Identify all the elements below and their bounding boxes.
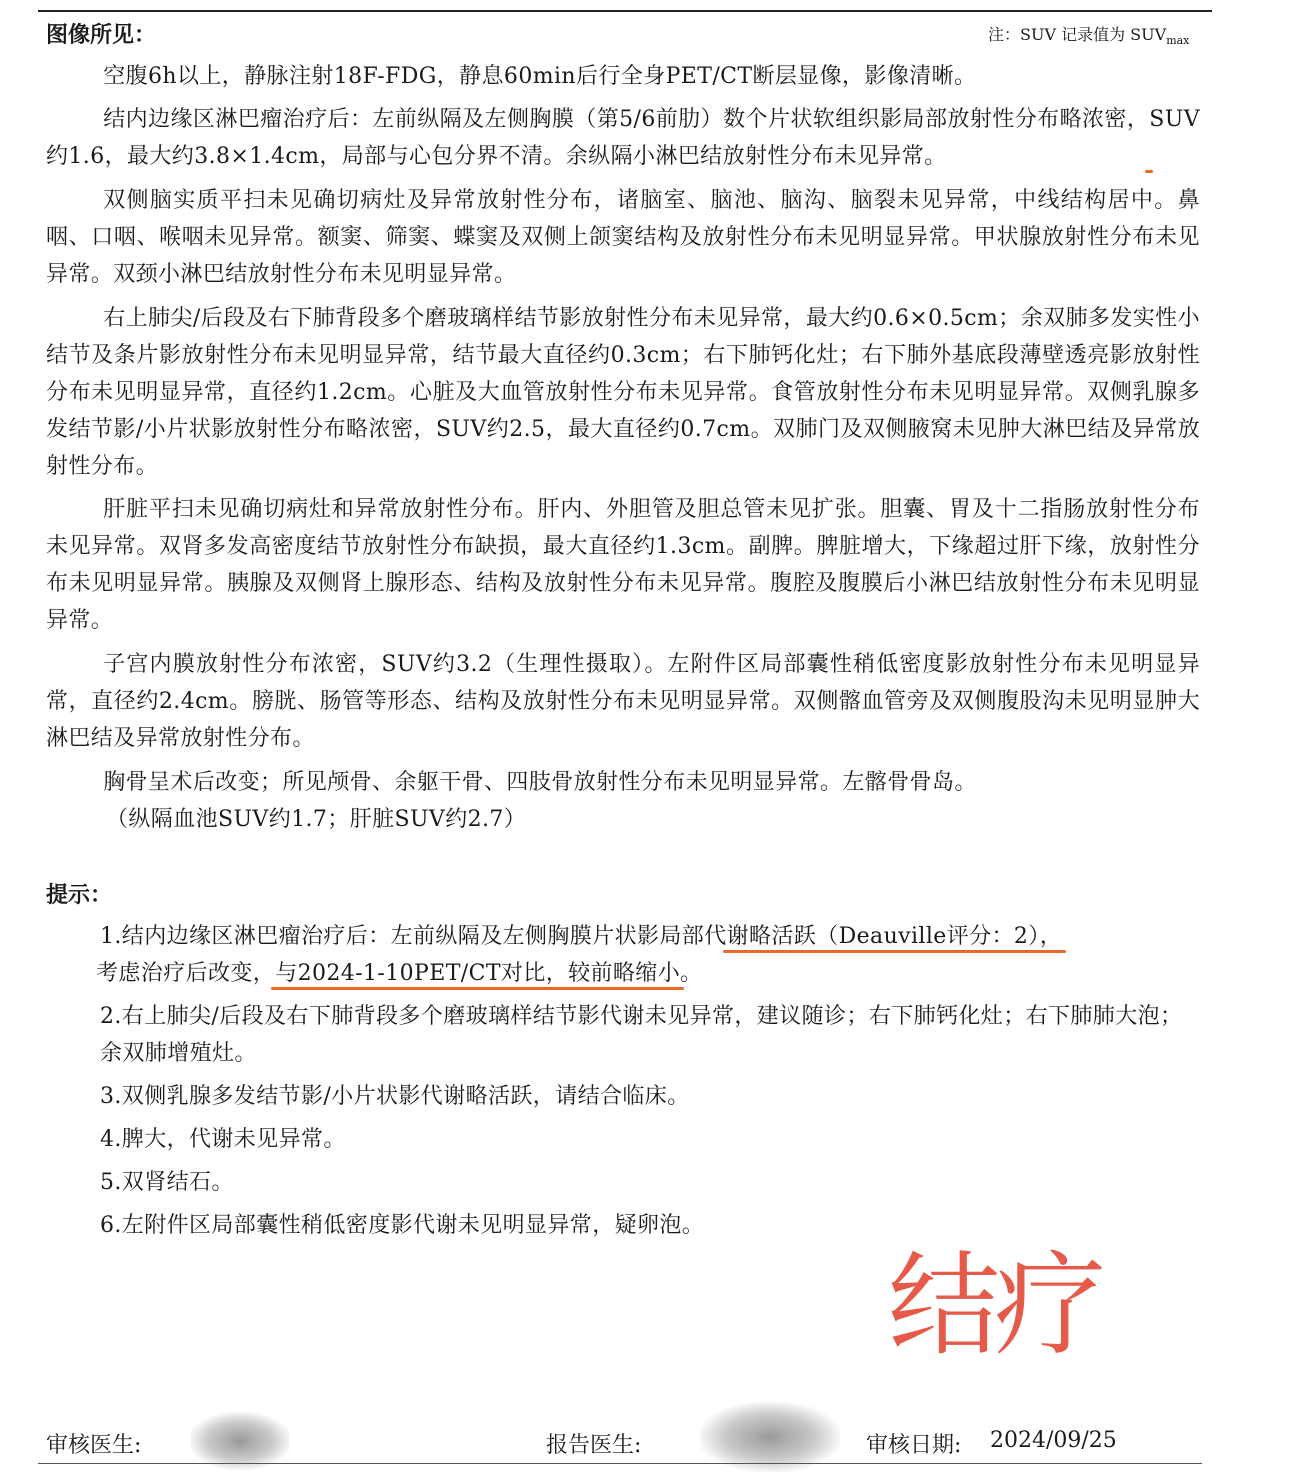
reviewer-label: 审核医生:	[46, 1433, 142, 1458]
highlighted-comparison: 与2024-1-10PET/CT对比，较前略缩小	[275, 961, 681, 986]
finding-paragraph-7: 胸骨呈术后改变；所见颅骨、余躯干骨、四肢骨放射性分布未见明显异常。左髂骨骨岛。	[103, 770, 977, 795]
redacted-reporter-signature	[700, 1402, 840, 1472]
tip-4: 4.脾大，代谢未见异常。	[100, 1127, 346, 1152]
finding-p2-part-a: 结内边缘区淋巴瘤治疗后：左前纵隔及左侧胸膜（第5/6前肋）数个片状软组织影局部放射性分布略浓密，	[103, 107, 1150, 132]
finding-paragraph-4: 右上肺尖/后段及右下肺背段多个磨玻璃样结节影放射性分布未见异常，最大约0.6×0.5cm；余双肺多发实性小结节及条片影放射性分布未见明显异常，结节最大直径约0.3cm；右下肺钙化灶；右下肺外基底段薄壁透亮影放射性分布未见明显异常，直径约1.2cm。心脏及大血管放射性分布未见异常。食管放射性分布未见明显异常。双侧乳腺多发结节影/小片状影放射性分布略浓密，SUV约2.5，最大直径约0.7cm。双肺门及双侧腋窝未见肿大淋巴结及异常放射性分布。	[46, 306, 1200, 479]
finding-paragraph-2	[46, 101, 1200, 175]
tip-6: 6.左附件区局部囊性稍低密度影代谢未见明显异常，疑卵泡。	[100, 1213, 705, 1238]
tip-3: 3.双侧乳腺多发结节影/小片状影代谢略活跃，请结合临床。	[100, 1084, 690, 1109]
suv-note-sub: max	[1166, 34, 1190, 48]
top-rule	[38, 10, 1212, 12]
tip-1-part-b: 考虑治疗后改变，	[96, 961, 276, 986]
suv-note	[988, 22, 1189, 47]
reporter-label: 报告医生:	[546, 1433, 642, 1458]
tip-1	[96, 918, 1200, 992]
review-date-label: 审核日期:	[866, 1433, 962, 1458]
finding-paragraph-6: 子宫内膜放射性分布浓密，SUV约3.2（生理性摄取）。左附件区局部囊性稍低密度影放射性分布未见明显异常，直径约2.4cm。膀胱、肠管等形态、结构及放射性分布未见明显异常。双侧髂血管旁及双侧腹股沟未见明显肿大淋巴结及异常放射性分布。	[46, 652, 1200, 751]
highlighted-deauville-score: 谢略活跃（Deauville评分：2），	[726, 924, 1063, 949]
highlighted-suv-measurement: SUV约1.6，最大约3.8×1.4cm，	[46, 107, 1200, 169]
finding-p2-part-b: 局部与心包分界不清。余纵隔小淋巴结放射性分布未见异常。	[341, 144, 947, 169]
tip-5: 5.双肾结石。	[100, 1170, 234, 1195]
finding-paragraph-1: 空腹6h以上，静脉注射18F-FDG，静息60min后行全身PET/CT断层显像，影像清晰。	[103, 64, 977, 89]
findings-title: 图像所见：	[46, 23, 157, 48]
bottom-rule	[38, 1463, 1202, 1464]
tip-2: 2.右上肺尖/后段及右下肺背段多个磨玻璃样结节影代谢未见异常，建议随诊；右下肺钙化灶；右下肺肺大泡；余双肺增殖灶。	[100, 1004, 1183, 1066]
review-date: 2024/09/25	[990, 1428, 1117, 1453]
tips-title: 提示：	[46, 883, 113, 908]
redacted-reviewer-signature	[190, 1412, 290, 1470]
suv-note-text: 注：SUV 记录值为 SUV	[988, 25, 1167, 44]
tip-1-part-c: 。	[680, 961, 703, 986]
finding-paragraph-8: （纵隔血池SUV约1.7；肝脏SUV约2.7）	[106, 807, 527, 832]
handwritten-annotation: 结疗	[888, 1241, 1100, 1371]
finding-paragraph-5: 肝脏平扫未见确切病灶和异常放射性分布。肝内、外胆管及胆总管未见扩张。胆囊、胃及十二指肠放射性分布未见异常。双肾多发高密度结节放射性分布缺损，最大直径约1.3cm。副脾。脾脏增大，下缘超过肝下缘，放射性分布未见明显异常。胰腺及双侧肾上腺形态、结构及放射性分布未见异常。腹腔及腹膜后小淋巴结放射性分布未见明显异常。	[46, 497, 1200, 633]
tip-1-part-a: 1.结内边缘区淋巴瘤治疗后：左前纵隔及左侧胸膜片状影局部代	[100, 924, 727, 949]
finding-paragraph-3: 双侧脑实质平扫未见确切病灶及异常放射性分布，诸脑室、脑池、脑沟、脑裂未见异常，中线结构居中。鼻咽、口咽、喉咽未见异常。额窦、筛窦、蝶窦及双侧上颌窦结构及放射性分布未见明显异常。甲状腺放射性分布未见异常。双颈小淋巴结放射性分布未见明显异常。	[46, 188, 1200, 287]
